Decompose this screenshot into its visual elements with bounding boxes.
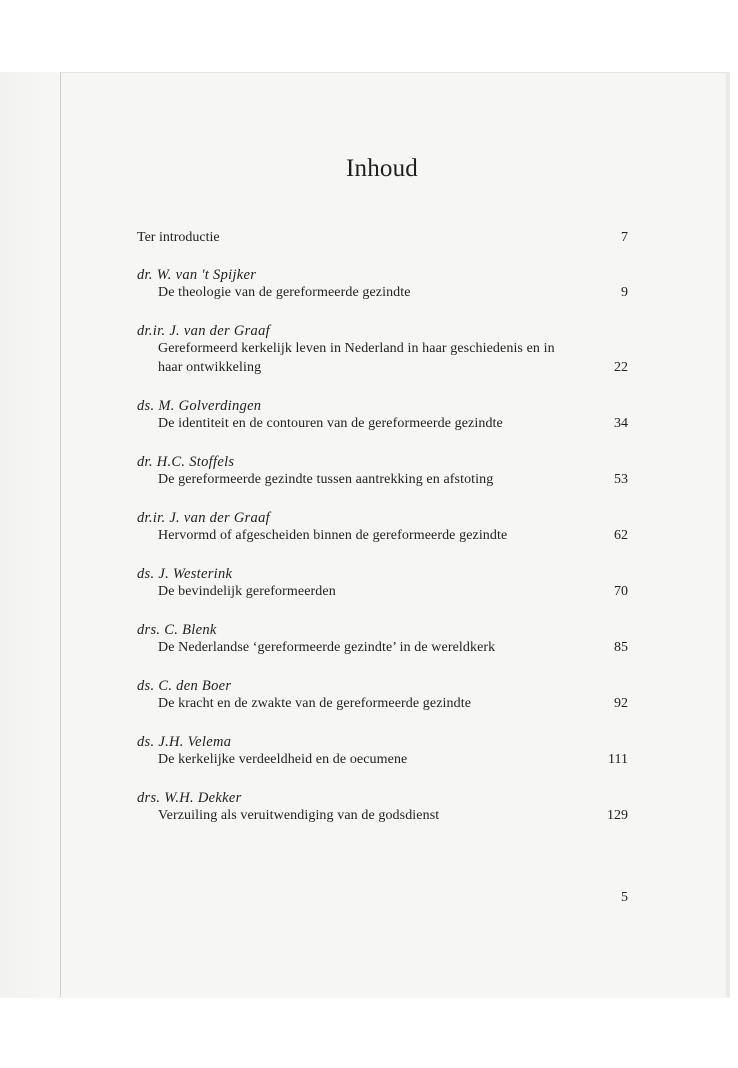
toc-entry-author: ds. J.H. Velema — [137, 734, 232, 750]
toc-entry — [137, 266, 628, 322]
toc-entry-author: ds. C. den Boer — [137, 678, 232, 694]
toc-entry-author: dr.ir. J. van der Graaf — [137, 510, 270, 526]
toc-entry — [137, 322, 628, 397]
toc-entry-title: Ter introductie — [137, 230, 220, 245]
toc-entry-author: dr.ir. J. van der Graaf — [137, 323, 270, 339]
toc-entry-title: De bevindelijk gereformeerden — [158, 584, 336, 599]
toc-entry-author: dr. W. van 't Spijker — [137, 267, 257, 283]
toc-entry-introduction — [137, 229, 628, 266]
page-title: Inhoud — [345, 155, 419, 182]
toc-entry — [137, 789, 628, 845]
toc-entry-page: 62 — [614, 528, 628, 543]
toc-entry-author: drs. W.H. Dekker — [137, 790, 242, 806]
toc-entry-title: De identiteit en de contouren van de gereformeerde gezindte — [158, 416, 503, 431]
toc-entry-author: dr. H.C. Stoffels — [137, 454, 235, 470]
toc-entry-author: ds. J. Westerink — [137, 566, 233, 582]
toc-entry — [137, 677, 628, 733]
toc-entry — [137, 565, 628, 621]
book-spine — [60, 72, 61, 997]
page-number: 5 — [621, 890, 628, 905]
toc-entry-page: 53 — [614, 472, 628, 487]
toc-entry-page: 7 — [621, 230, 628, 245]
toc-entry-page: 70 — [614, 584, 628, 599]
toc-entry-page: 34 — [614, 416, 628, 431]
toc-entry-title: De gereformeerde gezindte tussen aantrekking en afstoting — [158, 472, 494, 487]
toc-entry-title: Verzuiling als veruitwendiging van de godsdienst — [158, 808, 440, 823]
toc-entry-title: De Nederlandse ‘gereformeerde gezindte’ in de wereldkerk — [158, 640, 496, 655]
page-edge — [726, 72, 730, 997]
toc-entry — [137, 621, 628, 677]
toc-entry-page: 85 — [614, 640, 628, 655]
toc-entry-title: De theologie van de gereformeerde gezindte — [158, 285, 411, 300]
toc-entry-page: 111 — [608, 752, 628, 767]
toc-entry — [137, 397, 628, 453]
spine-shadow — [0, 72, 60, 997]
toc-entry-title: Hervormd of afgescheiden binnen de gereformeerde gezindte — [158, 528, 508, 543]
toc-entry — [137, 733, 628, 789]
toc-entry-page: 22 — [614, 360, 628, 375]
toc-entry-page: 129 — [607, 808, 628, 823]
toc-entry-page: 92 — [614, 696, 628, 711]
toc-entry-title: Gereformeerd kerkelijk leven in Nederland in haar geschiedenis en in haar ontwikkeling — [158, 341, 555, 375]
toc-entry-page: 9 — [621, 285, 628, 300]
toc-entry — [137, 453, 628, 509]
table-of-contents — [137, 229, 628, 845]
toc-entry-author: drs. C. Blenk — [137, 622, 217, 638]
toc-entry-title: De kerkelijke verdeeldheid en de oecumene — [158, 752, 408, 767]
toc-entry — [137, 509, 628, 565]
toc-entry-author: ds. M. Golverdingen — [137, 398, 262, 414]
toc-entry-title: De kracht en de zwakte van de gereformeerde gezindte — [158, 696, 472, 711]
